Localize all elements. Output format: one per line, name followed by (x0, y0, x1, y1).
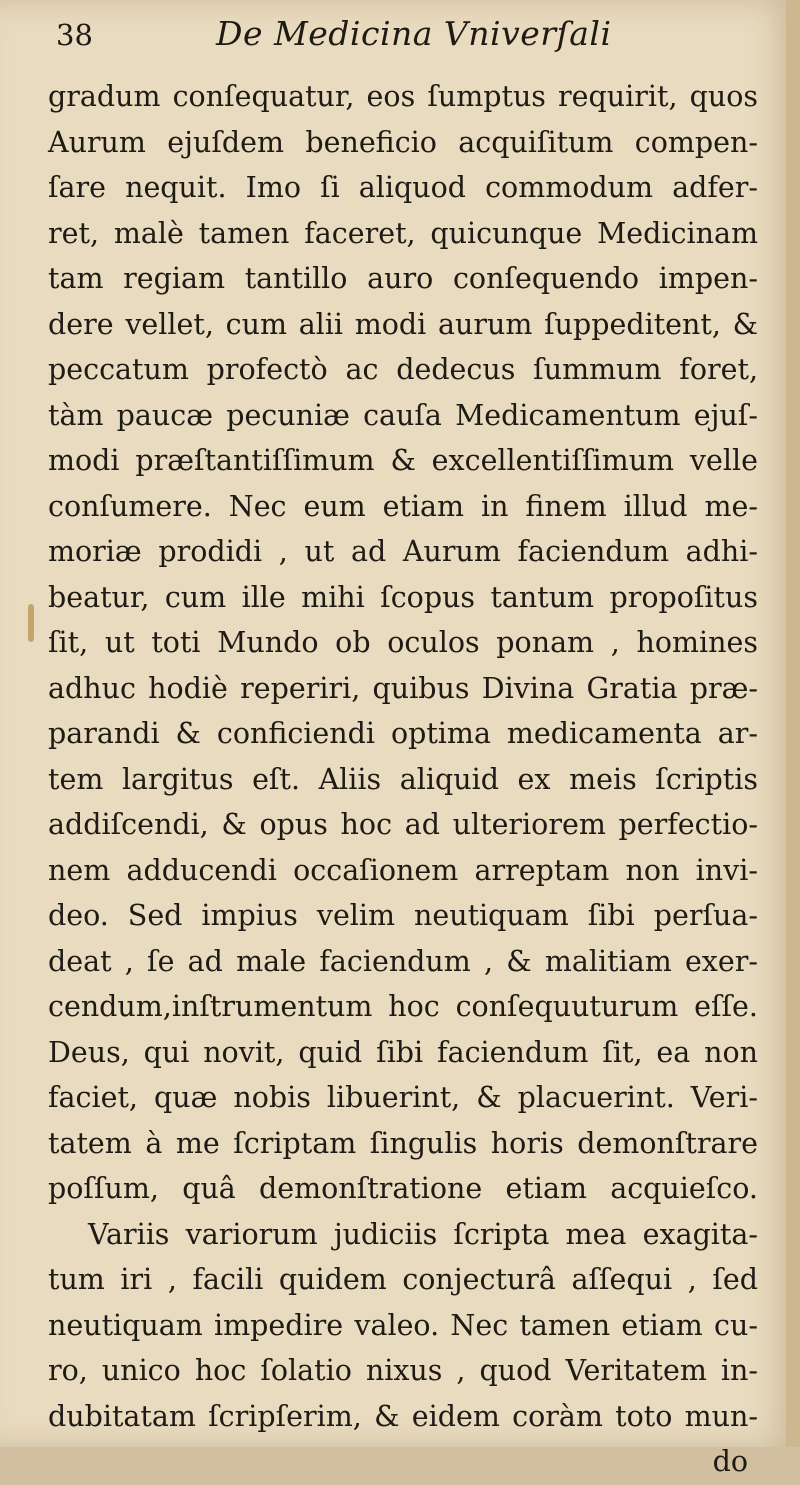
running-title: De Medicina Vniverſali (216, 14, 612, 53)
text-line: tem largitus eſt. Aliis aliquid ex meis ſcriptis (48, 762, 758, 796)
text-line: dere vellet, cum alii modi aurum ſuppeditent, & (48, 307, 758, 341)
text-line: ſare nequit. Imo ſi aliquod commodum adfer- (48, 171, 758, 204)
text-line: adhuc hodiè reperiri, quibus Divina Gratia præ- (48, 671, 758, 705)
text-line: addiſcendi, & opus hoc ad ulteriorem perfectio- (48, 808, 758, 841)
text-line: ret, malè tamen faceret, quicunque Medicinam (48, 216, 758, 250)
text-line: peccatum profectò ac dedecus ſummum foret, (48, 353, 758, 386)
text-line: conſumere. Nec eum etiam in finem illud me- (48, 489, 758, 523)
text-line: tam regiam tantillo auro conſequendo impen- (48, 262, 758, 295)
catchword: do (712, 1445, 748, 1478)
text-line: faciet, quæ nobis libuerint, & placuerint. Veri- (48, 1081, 758, 1114)
text-line: dubitatam ſcripſerim, & eidem coràm toto mun- (48, 1399, 758, 1433)
text-line: neutiquam impedire valeo. Nec tamen etiam cu- (48, 1308, 758, 1342)
body-text (48, 74, 758, 1485)
text-line: Variis variorum judiciis ſcripta mea exagita- (88, 1217, 758, 1251)
text-line: Deus, qui novit, quid ſibi faciendum ſit, ea non (48, 1035, 758, 1069)
text-line: ſit, ut toti Mundo ob oculos ponam , homines (48, 626, 758, 659)
text-line: moriæ prodidi , ut ad Aurum faciendum adhi- (48, 535, 758, 568)
text-line: deo. Sed impius velim neutiquam ſibi perſua- (48, 899, 758, 932)
text-line: tàm paucæ pecuniæ cauſa Medicamentum ejuſ- (48, 398, 758, 432)
page-number: 38 (56, 18, 93, 52)
text-line: parandi & conficiendi optima medicamenta ar- (48, 717, 758, 750)
text-line: ro, unico hoc ſolatio nixus , quod Veritatem in- (48, 1354, 758, 1387)
text-line: modi præſtantiſſimum & excellentiſſimum velle (48, 444, 758, 477)
text-line: tatem à me ſcriptam ſingulis horis demonſtrare (48, 1126, 758, 1160)
text-line: poſſum, quâ demonſtratione etiam acquieſco. (48, 1172, 758, 1205)
text-line: tum iri , facili quidem conjecturâ aſſequi , ſed (48, 1263, 758, 1296)
text-line: nem adducendi occaſionem arreptam non invi- (48, 853, 758, 887)
running-head (56, 14, 746, 66)
text-line: gradum conſequatur, eos ſumptus requirit, quos (48, 80, 758, 113)
page-edge-shadow (786, 0, 800, 1447)
text-line: deat , ſe ad male faciendum , & malitiam exer- (48, 944, 758, 978)
text-line: Aurum ejuſdem beneficio acquiſitum compen- (48, 125, 758, 159)
text-line: cendum,inſtrumentum hoc conſequuturum eſſe. (48, 990, 758, 1023)
margin-stain (28, 604, 34, 642)
text-line: beatur, cum ille mihi ſcopus tantum propoſitus (48, 580, 758, 614)
